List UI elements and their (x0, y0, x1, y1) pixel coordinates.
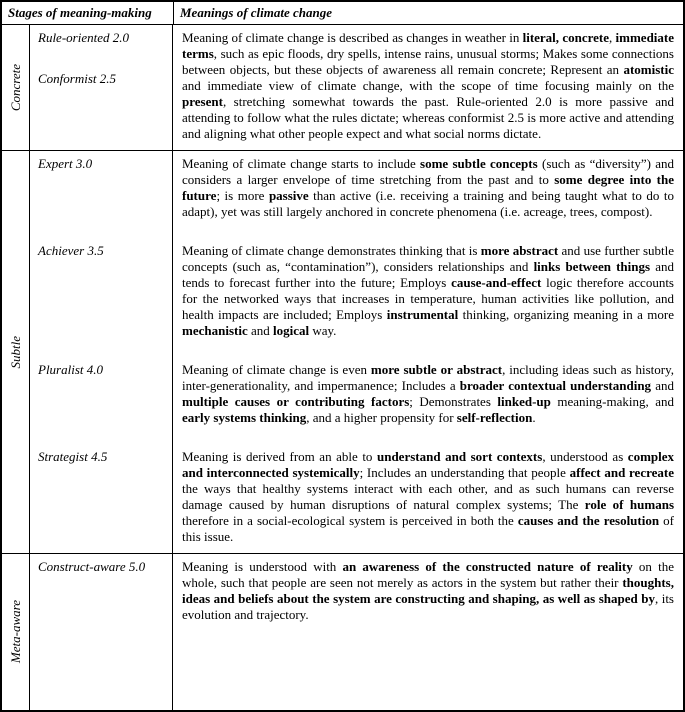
row-pluralist (30, 357, 683, 444)
tier-label-subtle: Subtle (7, 335, 23, 369)
stage-cell (30, 238, 173, 357)
group-concrete (2, 25, 683, 151)
stage-name-expert: Expert 3.0 (38, 156, 93, 171)
tier-label-meta-aware: Meta-aware (7, 600, 23, 664)
row-strategist (30, 444, 683, 553)
row-construct-aware (30, 554, 683, 710)
stage-name-pluralist: Pluralist 4.0 (38, 362, 104, 377)
table-header-row (2, 2, 683, 25)
entries-concrete (30, 25, 683, 150)
tier-cell-meta-aware (2, 554, 30, 710)
group-meta-aware (2, 554, 683, 710)
entries-meta-aware (30, 554, 683, 710)
row-rule-oriented-conformist (30, 25, 683, 150)
tier-label-concrete: Concrete (7, 63, 23, 112)
stage-name-conformist: Conformist 2.5 (38, 71, 117, 86)
entries-subtle (30, 151, 683, 553)
description-text: Meaning of climate change demonstrates thinking that is more abstract and use further subtle concepts (such as, “contamination”), considers relationships and links between things and tends to forecast further into the future; Employs cause-and-effect logic therefore accounts for the networked ways that increases in temperature, human activities like pollution, and health impacts are included; Employs instrumental thinking, organizing meaning in a more mechanistic and logical way. (182, 243, 674, 338)
stage-name-strategist: Strategist 4.5 (38, 449, 108, 464)
description-cell (173, 151, 683, 238)
description-text: Meaning of climate change starts to include some subtle concepts (such as “diversity”) and considers a larger envelope of time stretching from the past and to some degree into the future; is more passive than active (i.e. receiving a training and being taught what to do to adapt), yet was still largely anchored in concrete phenomena (i.e. acreage, trees, compost). (182, 156, 675, 219)
description-text: Meaning of climate change is even more subtle or abstract, including ideas such as history, inter-generationality, and impermanence; Includes a broader contextual understanding and multiple causes or contributing factors; Demonstrates linked-up meaning-making, and early systems thinking, and a higher propensity for self-reflection. (182, 362, 674, 425)
group-subtle (2, 151, 683, 554)
stage-cell (30, 25, 173, 150)
description-text: Meaning is derived from an able to understand and sort contexts, understood as complex and interconnected systemically; Includes an understanding that people affect and recreate the ways that healthy systems interact with each other, and as such humans can reverse damage caused by human disruptions of natural complex systems; The role of humans therefore in a social-ecological system is perceived in both the causes and the resolution of this issue. (182, 449, 675, 544)
tier-cell-subtle (2, 151, 30, 553)
header-meanings-of-climate-change: Meanings of climate change (180, 5, 333, 20)
description-cell (173, 444, 683, 553)
row-achiever (30, 238, 683, 357)
description-cell (173, 357, 683, 444)
stage-name-construct-aware: Construct-aware 5.0 (38, 559, 146, 574)
stage-name-rule-oriented: Rule-oriented 2.0 (38, 30, 129, 45)
header-stages-of-meaning-making: Stages of meaning-making (2, 2, 174, 24)
description-cell (173, 25, 683, 150)
row-expert (30, 151, 683, 238)
description-cell (173, 554, 683, 710)
stage-cell (30, 151, 173, 238)
stage-cell (30, 554, 173, 710)
description-text: Meaning of climate change is described as changes in weather in literal, concrete, immediate terms, such as epic floods, dry spells, intense rains, unusual storms; Makes some connections between objects, but these objects of awareness all remain concrete; Represent an atomistic and immediate view of climate change, with the scope of time focusing mainly on the present, stretching somewhat towards the past. Rule-oriented 2.0 is more passive and attending to follow what the rules dictate; whereas conformist 2.5 is more active and attending and aligning what other people expect and what social norms dictate. (182, 30, 675, 141)
stage-name-achiever: Achiever 3.5 (38, 243, 104, 258)
stage-cell (30, 357, 173, 444)
stage-cell (30, 444, 173, 553)
description-cell (173, 238, 683, 357)
description-text: Meaning is understood with an awareness of the constructed nature of reality on the whole, such that people are seen not merely as actors in the system but rather their thoughts, ideas and beliefs about the system are constructing and shaping, as well as shaped by, its evolution and trajectory. (182, 559, 674, 622)
tier-cell-concrete (2, 25, 30, 150)
